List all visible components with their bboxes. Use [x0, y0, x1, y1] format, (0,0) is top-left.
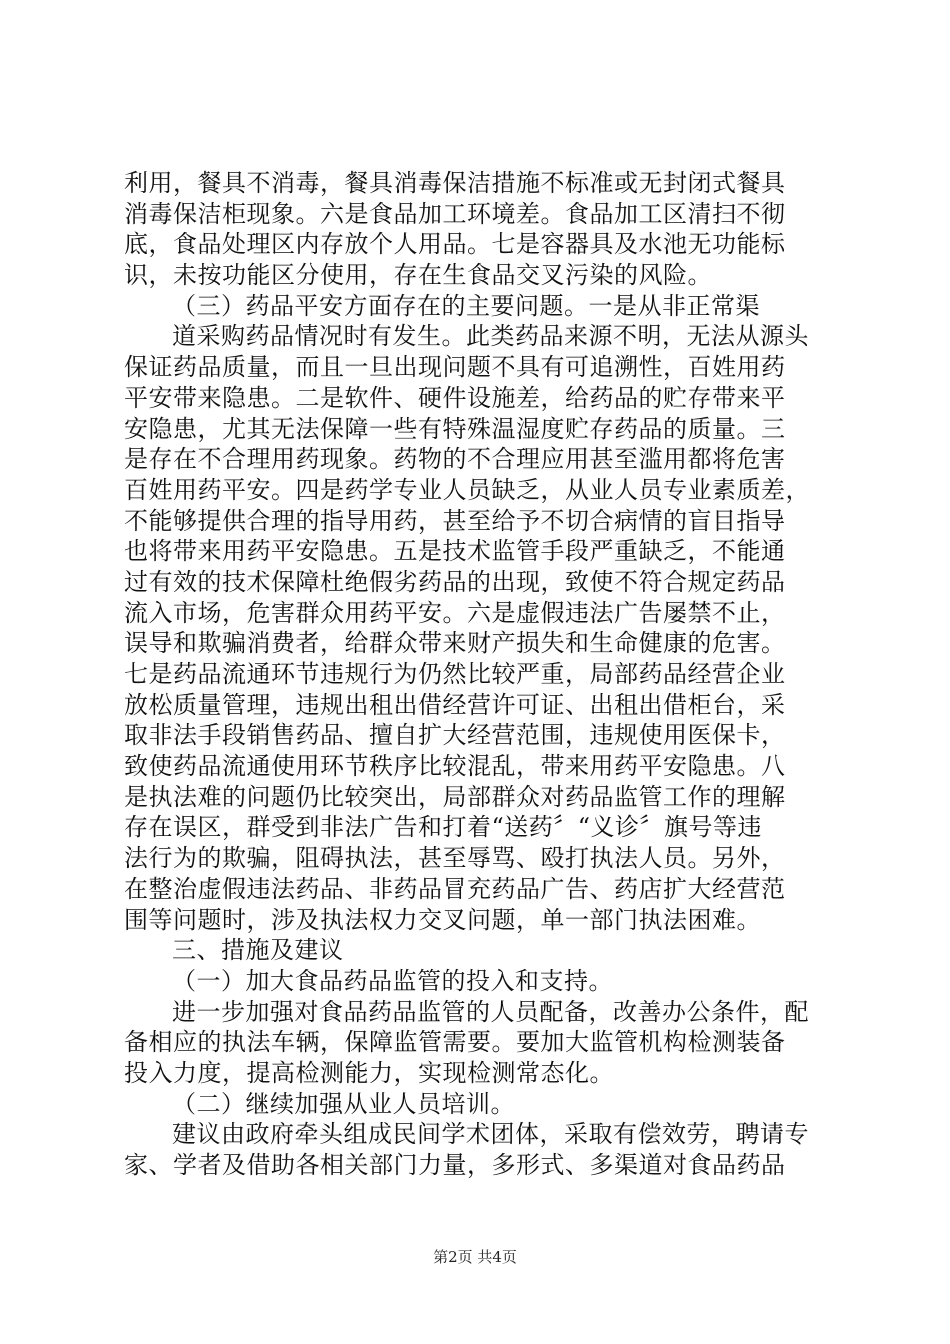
text-line: 建议由政府牵头组成民间学术团体，采取有偿效劳，聘请专	[172, 1120, 809, 1149]
text-line: 法行为的欺骗，阻碍执法，甚至辱骂、殴打执法人员。另外，	[124, 844, 786, 873]
text-line: 也将带来用药平安隐患。五是技术监管手段严重缺乏，不能通	[124, 537, 786, 566]
text-line: 致使药品流通使用环节秩序比较混乱，带来用药平安隐患。八	[124, 752, 786, 781]
text-line: 消毒保洁柜现象。六是食品加工环境差。食品加工区清扫不彻	[124, 199, 786, 228]
text-line: 存在误区，群受到非法广告和打着“送药〞“义诊〞旗号等违	[124, 813, 763, 842]
subsection-heading: （一）加大食品药品监管的投入和支持。	[172, 966, 613, 995]
text-line: 过有效的技术保障杜绝假劣药品的出现，致使不符合规定药品	[124, 567, 786, 596]
text-line: 备相应的执法车辆，保障监管需要。要加大监管机构检测装备	[124, 1028, 786, 1057]
section-heading: （三）药品平安方面存在的主要问题。一是从非正常渠	[172, 291, 760, 320]
text-line: 是执法难的问题仍比较突出，局部群众对药品监管工作的理解	[124, 782, 786, 811]
text-line: 不能够提供合理的指导用药，甚至给予不切合病情的盲目指导	[124, 506, 786, 535]
document-body	[124, 168, 836, 1181]
text-line: 进一步加强对食品药品监管的人员配备，改善办公条件，配	[172, 997, 809, 1026]
text-line: 平安带来隐患。二是软件、硬件设施差，给药品的贮存带来平	[124, 383, 786, 412]
text-line: 百姓用药平安。四是药学专业人员缺乏，从业人员专业素质差，	[124, 475, 810, 504]
text-line: 误导和欺骗消费者，给群众带来财产损失和生命健康的危害。	[124, 629, 786, 658]
text-line: 家、学者及借助各相关部门力量，多形式、多渠道对食品药品	[124, 1151, 786, 1179]
text-line: 是存在不合理用药现象。药物的不合理应用甚至滥用都将危害	[124, 445, 786, 474]
text-line: 围等问题时，涉及执法权力交叉问题，单一部门执法困难。	[124, 905, 761, 934]
section-heading: 三、措施及建议	[172, 936, 344, 965]
text-line: 取非法手段销售药品、擅自扩大经营范围，违规使用医保卡，	[124, 721, 786, 750]
text-line: 识，未按功能区分使用，存在生食品交叉污染的风险。	[124, 261, 712, 290]
text-line: 保证药品质量，而且一旦出现问题不具有可追溯性，百姓用药	[124, 353, 786, 382]
page-number: 第2页 共4页	[433, 1248, 517, 1266]
text-line: 利用，餐具不消毒，餐具消毒保洁措施不标准或无封闭式餐具	[124, 169, 786, 197]
text-line: 放松质量管理，违规出租出借经营许可证、出租出借柜台，采	[124, 690, 786, 719]
text-line: 流入市场，危害群众用药平安。六是虚假违法广告屡禁不止，	[124, 598, 786, 627]
subsection-heading: （二）继续加强从业人员培训。	[172, 1089, 515, 1118]
text-line: 七是药品流通环节违规行为仍然比较严重，局部药品经营企业	[124, 660, 786, 688]
text-line: 底，食品处理区内存放个人用品。七是容器具及水池无功能标	[124, 230, 786, 259]
text-line: 在整治虚假违法药品、非药品冒充药品广告、药店扩大经营范	[124, 874, 786, 903]
text-line: 投入力度，提高检测能力，实现检测常态化。	[124, 1058, 614, 1087]
text-line: 安隐患，尤其无法保障一些有特殊温湿度贮存药品的质量。三	[124, 414, 786, 443]
text-line: 道采购药品情况时有发生。此类药品来源不明，无法从源头	[172, 322, 809, 351]
